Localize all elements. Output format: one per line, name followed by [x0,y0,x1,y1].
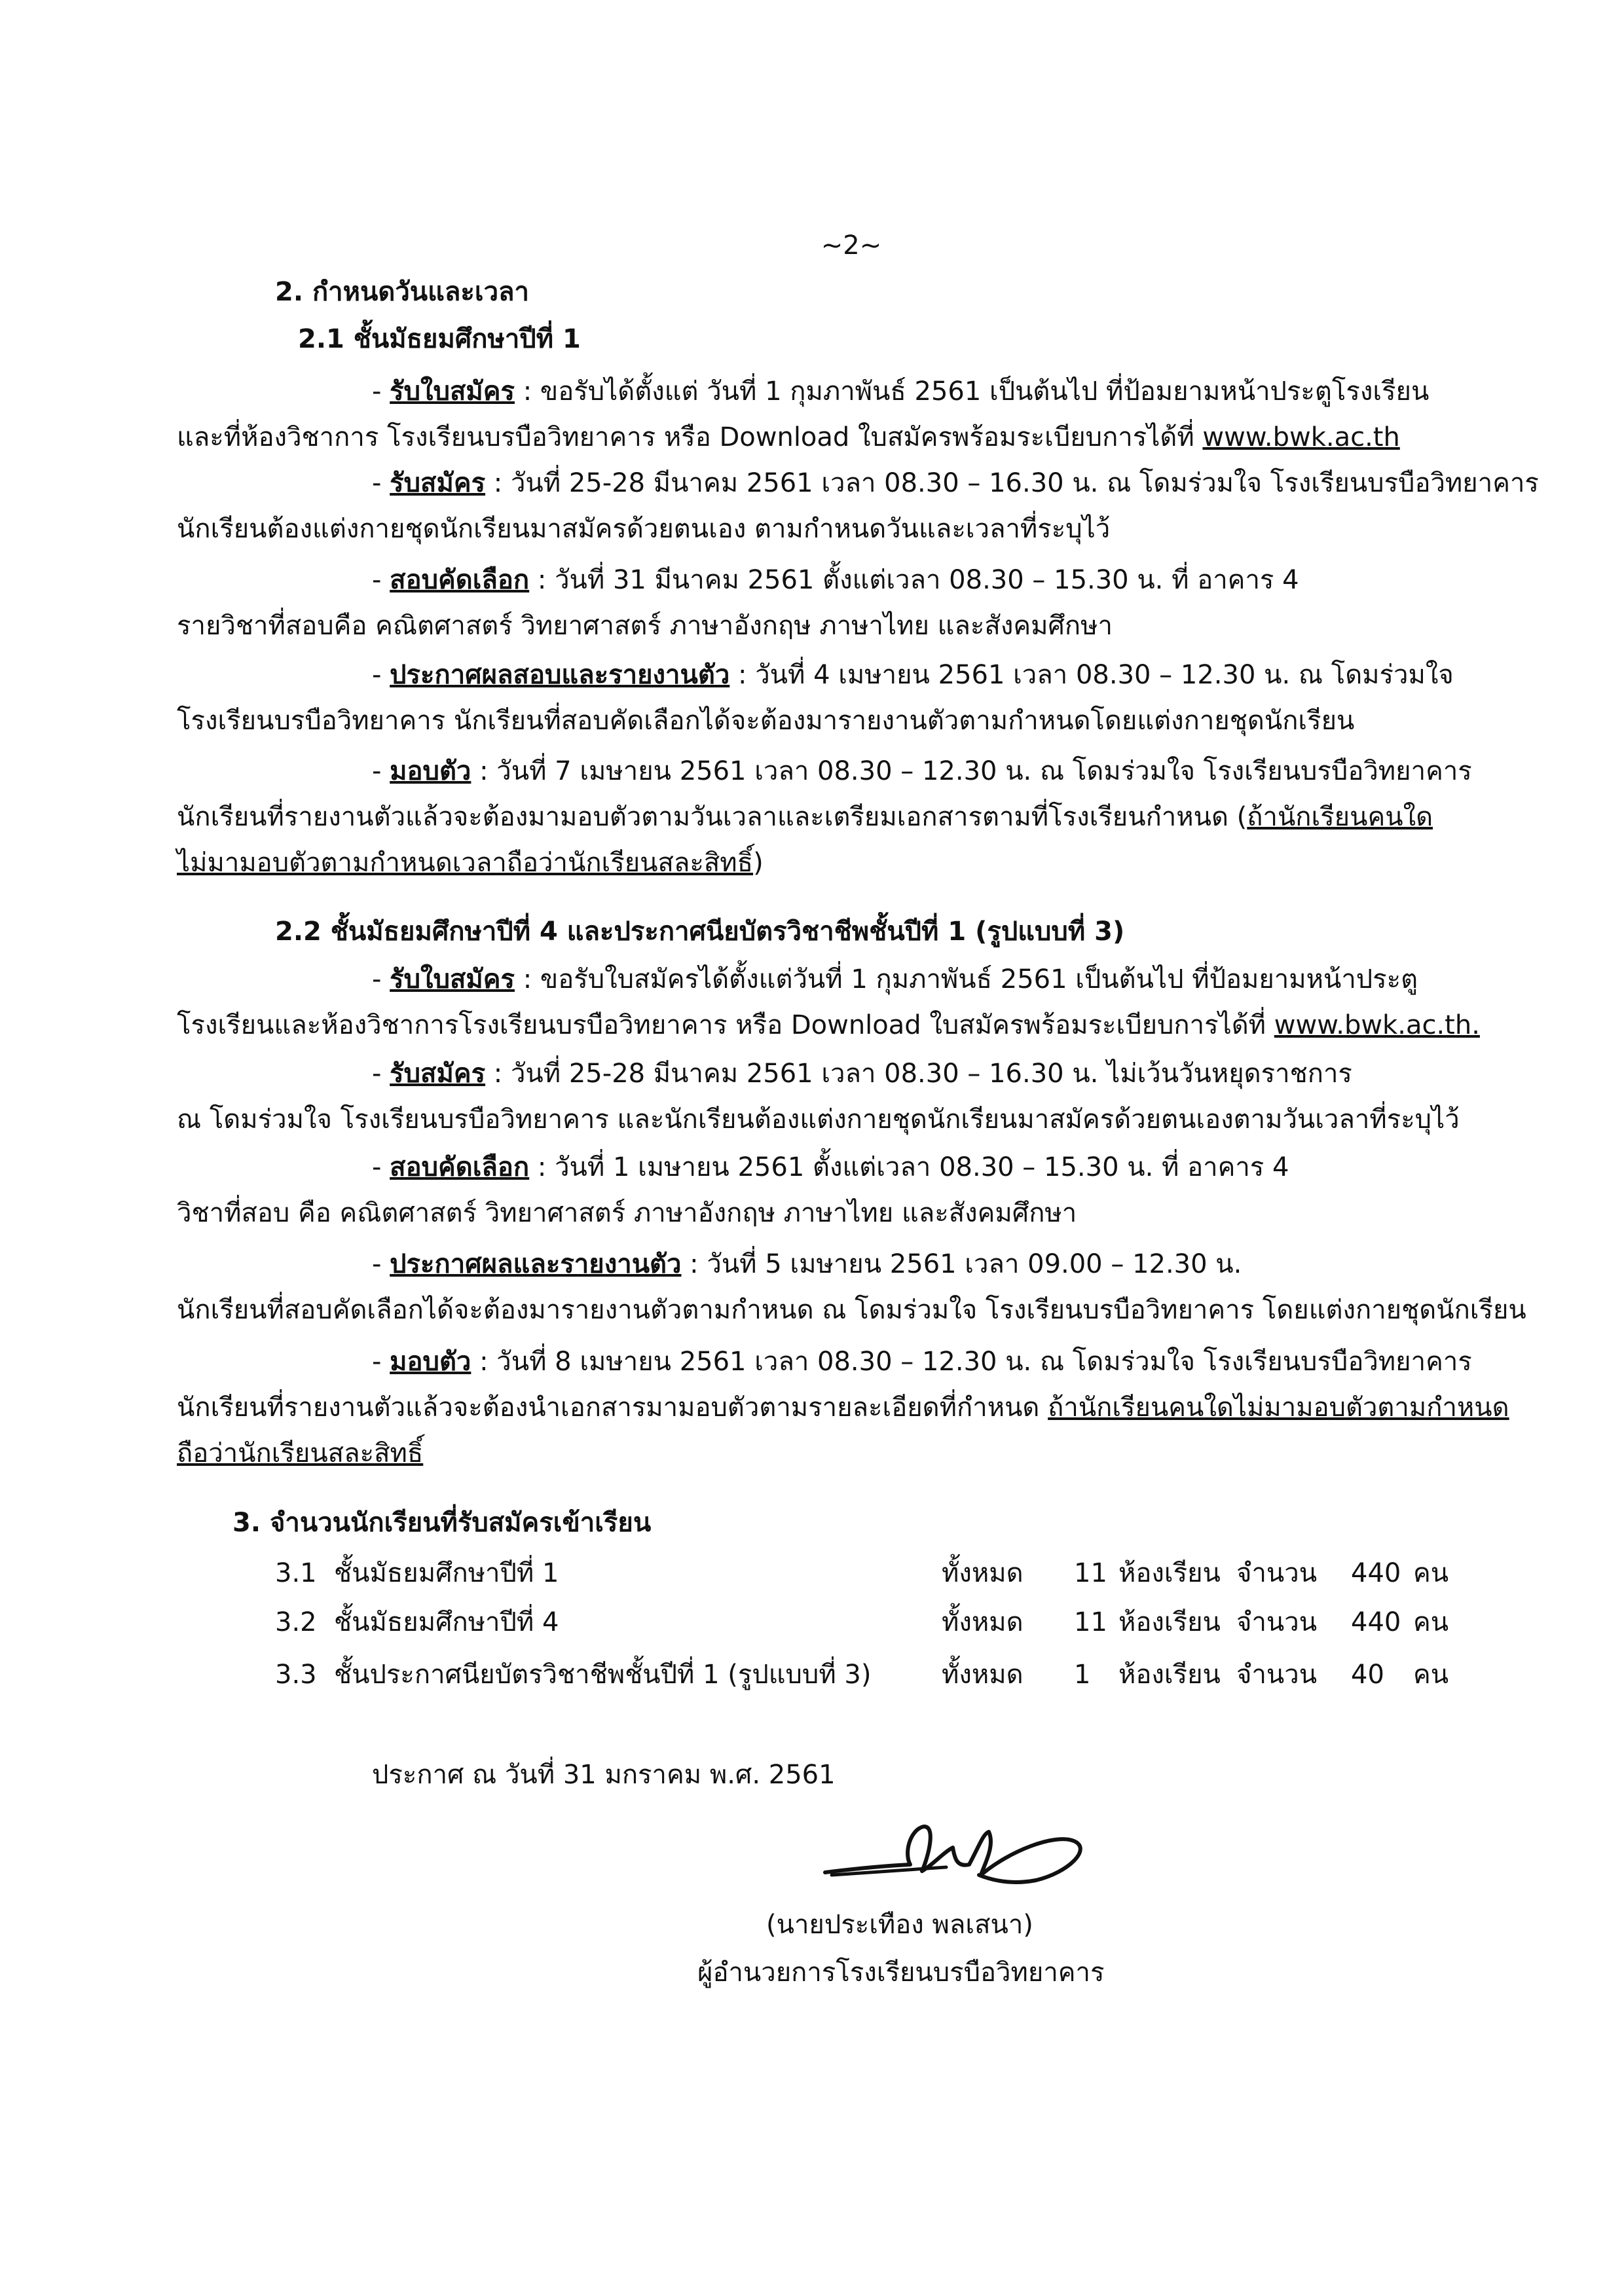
school-website-link[interactable]: www.bwk.ac.th [1202,422,1400,452]
item-text: : วันที่ 8 เมษายน 2561 เวลา 08.30 – 12.30 น. ณ โดมร่วมใจ โรงเรียนบรบือวิทยาคาร [471,1347,1472,1377]
item-application-form-cont [177,419,1400,456]
item-dash: - [372,660,390,690]
item-registration-cont: ณ โดมร่วมใจ โรงเรียนบรบือวิทยาคาร และนักเรียนต้องแต่งกายชุดนักเรียนมาสมัครด้วยตนเองตามวันเวลาที่ระบุไว้ [177,1104,1460,1135]
item-text: : วันที่ 4 เมษายน 2561 เวลา 08.30 – 12.30 น. ณ โดมร่วมใจ [729,660,1454,690]
item-results-announcement-cont: โรงเรียนบรบือวิทยาคาร นักเรียนที่สอบคัดเลือกได้จะต้องมารายงานตัวตามกำหนดโดยแต่งกายชุดนักเรียน [177,706,1355,736]
quota-row [275,1555,1449,1592]
quota-row [275,1604,1449,1641]
item-text: : วันที่ 31 มีนาคม 2561 ตั้งแต่เวลา 08.30 – 15.30 น. ที่ อาคาร 4 [529,565,1299,595]
item-text: : วันที่ 25-28 มีนาคม 2561 เวลา 08.30 – 16.30 น. ไม่เว้นวันหยุดราชการ [485,1059,1352,1089]
item-text: : ขอรับใบสมัครได้ตั้งแต่วันที่ 1 กุมภาพันธ์ 2561 เป็นต้นไป ที่ป้อมยามหน้าประตู [514,964,1418,994]
row-room-unit: ห้องเรียน [1118,1558,1221,1588]
item-application-form [372,373,1429,410]
row-total-label: ทั้งหมด [942,1607,1024,1637]
item-selection-exam-cont: รายวิชาที่สอบคือ คณิตศาสตร์ วิทยาศาสตร์ ภาษาอังกฤษ ภาษาไทย และสังคมศึกษา [177,611,1113,641]
signature-image [812,1807,1094,1899]
subsection-2-2-heading: 2.2 ชั้นมัธยมศึกษาปีที่ 4 และประกาศนียบัตรวิชาชีพชั้นปีที่ 1 (รูปแบบที่ 3) [275,917,1125,947]
item-dash: - [372,1347,390,1377]
item-selection-exam [372,562,1299,598]
item-label: รับใบสมัคร [390,376,515,407]
item-dash: - [372,468,390,498]
row-room-unit: ห้องเรียน [1118,1660,1221,1690]
item-registration-cont: นักเรียนต้องแต่งกายชุดนักเรียนมาสมัครด้วยตนเอง ตามกำหนดวันและเวลาที่ระบุไว้ [177,514,1111,544]
row-level: ชั้นประกาศนียบัตรวิชาชีพชั้นปีที่ 1 (รูปแบบที่ 3) [334,1660,872,1690]
item-label: รับใบสมัคร [390,964,515,994]
forfeit-warning: ถ้านักเรียนคนใด [1247,802,1433,832]
item-results-announcement [372,1246,1242,1283]
row-level: ชั้นมัธยมศึกษาปีที่ 4 [334,1607,559,1637]
item-results-announcement-cont: นักเรียนที่สอบคัดเลือกได้จะต้องมารายงานตัวตามกำหนด ณ โดมร่วมใจ โรงเรียนบรบือวิทยาคาร โดยแต่งกายชุดนักเรียน [177,1295,1526,1325]
item-application-form-cont [177,1007,1480,1044]
item-dash: - [372,565,390,595]
item-dash: - [372,1152,390,1182]
row-count-unit: คน [1413,1607,1449,1637]
item-label: มอบตัว [390,756,471,786]
item-text: : วันที่ 5 เมษายน 2561 เวลา 09.00 – 12.30 น. [681,1249,1242,1279]
row-number: 3.3 [275,1660,317,1690]
row-number: 3.1 [275,1558,317,1588]
item-cont-text: นักเรียนที่รายงานตัวแล้วจะต้องมามอบตัวตามวันเวลาและเตรียมเอกสารตามที่โรงเรียนกำหนด ( [177,802,1247,832]
item-enrollment-cont-2 [177,1435,423,1472]
quota-row [275,1656,1449,1693]
item-dash: - [372,964,390,994]
item-label: สอบคัดเลือก [390,1152,530,1182]
item-label: ประกาศผลสอบและรายงานตัว [390,660,730,690]
item-label: ประกาศผลและรายงานตัว [390,1249,682,1279]
item-cont-text: และที่ห้องวิชาการ โรงเรียนบรบือวิทยาคาร หรือ Download ใบสมัครพร้อมระเบียบการได้ที่ [177,422,1203,452]
item-label: สอบคัดเลือก [390,565,530,595]
item-label: รับสมัคร [390,1059,486,1089]
item-results-announcement [372,657,1454,693]
item-registration [372,1055,1352,1092]
row-count-unit: คน [1413,1558,1449,1588]
item-dash: - [372,756,390,786]
item-enrollment-cont [177,1389,1509,1426]
row-rooms: 11 [1074,1558,1107,1588]
row-total-label: ทั้งหมด [942,1660,1024,1690]
school-website-link[interactable]: www.bwk.ac.th. [1274,1010,1480,1040]
item-text: : วันที่ 25-28 มีนาคม 2561 เวลา 08.30 – 16.30 น. ณ โดมร่วมใจ โรงเรียนบรบือวิทยาคาร [485,468,1539,498]
signer-title: ผู้อำนวยการโรงเรียนบรบือวิทยาคาร [697,1958,1105,1988]
row-number: 3.2 [275,1607,317,1637]
row-room-unit: ห้องเรียน [1118,1607,1221,1637]
row-count: 440 [1351,1607,1401,1637]
item-registration [372,465,1539,501]
item-dash: - [372,376,390,407]
item-text: : วันที่ 1 เมษายน 2561 ตั้งแต่เวลา 08.30 – 15.30 น. ที่ อาคาร 4 [529,1152,1289,1182]
forfeit-warning: ถือว่านักเรียนสละสิทธิ์ [177,1438,424,1468]
forfeit-warning: ไม่มามอบตัวตามกำหนดเวลาถือว่านักเรียนสละสิทธิ์ [177,848,754,878]
item-cont-text: นักเรียนที่รายงานตัวแล้วจะต้องนำเอกสารมามอบตัวตามรายละเอียดที่กำหนด [177,1393,1048,1423]
item-label: มอบตัว [390,1347,471,1377]
row-level: ชั้นมัธยมศึกษาปีที่ 1 [334,1558,559,1588]
row-count: 440 [1351,1558,1401,1588]
section-3-heading: 3. จำนวนนักเรียนที่รับสมัครเข้าเรียน [232,1508,652,1538]
row-rooms: 11 [1074,1607,1107,1637]
signer-name: (นายประเทือง พลเสนา) [766,1910,1033,1940]
row-count: 40 [1351,1660,1384,1690]
item-enrollment-cont-2 [177,845,764,881]
row-count-label: จำนวน [1236,1607,1318,1637]
row-rooms: 1 [1074,1660,1091,1690]
item-text: : วันที่ 7 เมษายน 2561 เวลา 08.30 – 12.30 น. ณ โดมร่วมใจ โรงเรียนบรบือวิทยาคาร [471,756,1472,786]
item-enrollment [372,1343,1472,1380]
announcement-date: ประกาศ ณ วันที่ 31 มกราคม พ.ศ. 2561 [372,1760,836,1790]
row-count-label: จำนวน [1236,1660,1318,1690]
item-application-form [372,961,1418,998]
section-2-heading: 2. กำหนดวันและเวลา [275,277,530,307]
item-selection-exam-cont: วิชาที่สอบ คือ คณิตศาสตร์ วิทยาศาสตร์ ภาษาอังกฤษ ภาษาไทย และสังคมศึกษา [177,1198,1077,1228]
item-dash: - [372,1059,390,1089]
item-selection-exam [372,1149,1289,1186]
row-count-label: จำนวน [1236,1558,1318,1588]
page-number: ~2~ [821,230,882,261]
item-cont-text: โรงเรียนและห้องวิชาการโรงเรียนบรบือวิทยาคาร หรือ Download ใบสมัครพร้อมระเบียบการได้ที่ [177,1010,1274,1040]
row-total-label: ทั้งหมด [942,1558,1024,1588]
forfeit-warning: ถ้านักเรียนคนใดไม่มามอบตัวตามกำหนด [1048,1393,1509,1423]
closing-paren: ) [753,848,764,878]
item-label: รับสมัคร [390,468,486,498]
item-enrollment [372,753,1472,790]
item-dash: - [372,1249,390,1279]
item-text: : ขอรับได้ตั้งแต่ วันที่ 1 กุมภาพันธ์ 2561 เป็นต้นไป ที่ป้อมยามหน้าประตูโรงเรียน [514,376,1430,407]
item-enrollment-cont [177,799,1433,835]
row-count-unit: คน [1413,1660,1449,1690]
subsection-2-1-heading: 2.1 ชั้นมัธยมศึกษาปีที่ 1 [298,324,581,354]
